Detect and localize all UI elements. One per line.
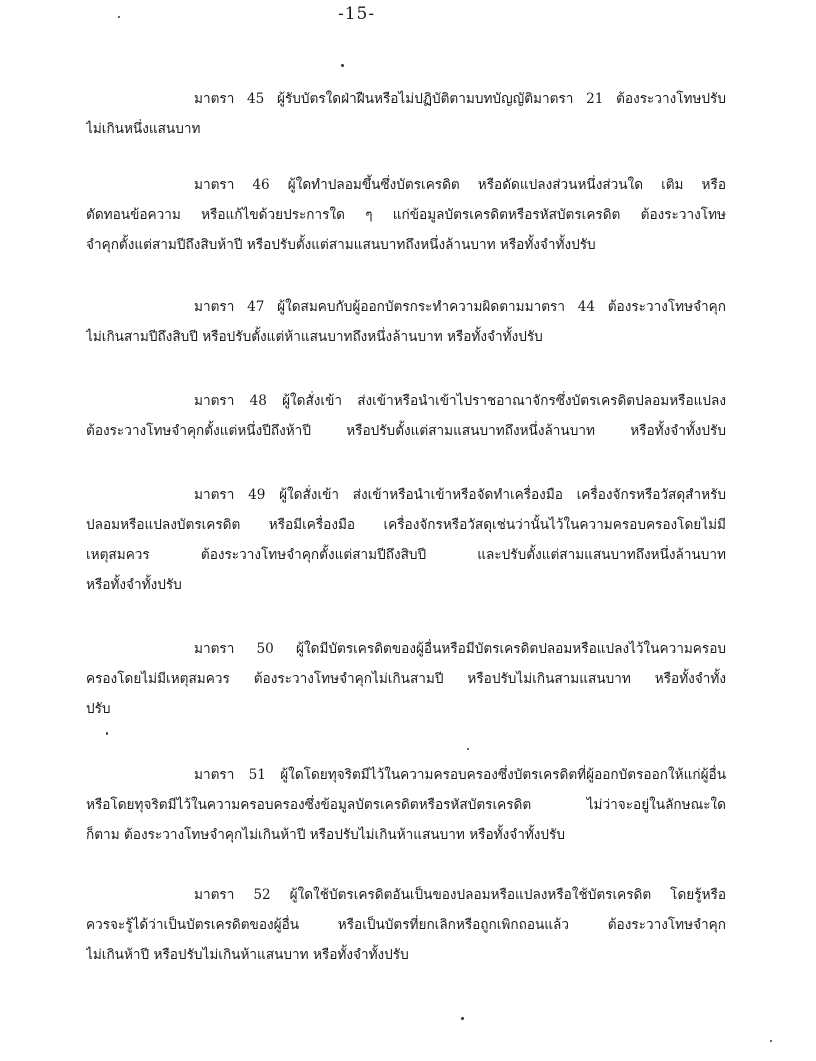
- section-line: ครองโดยไม่มีเหตุสมควร ต้องระวางโทษจำคุกไม่เกินสามปี หรือปรับไม่เกินสามแสนบาท หรือทั้งจำทั้ง: [86, 671, 726, 687]
- scan-speck: [467, 748, 469, 750]
- section-50: [86, 634, 726, 724]
- page-number: -15-: [338, 4, 376, 24]
- section-line: หรือทั้งจำทั้งปรับ: [86, 577, 182, 593]
- section-line: ไม่เกินหนึ่งแสนบาท: [86, 121, 201, 137]
- section-line: มาตรา 50 ผู้ใดมีบัตรเครดิตของผู้อื่นหรือมีบัตรเครดิตปลอมหรือแปลงไว้ในความครอบ: [194, 641, 726, 657]
- section-line: เหตุสมควร ต้องระวางโทษจำคุกตั้งแต่สามปีถึงสิบปี และปรับตั้งแต่สามแสนบาทถึงหนึ่งล้านบาท: [86, 547, 726, 563]
- scan-speck: [341, 64, 344, 67]
- scan-speck: [770, 1040, 772, 1042]
- section-line: ปลอมหรือแปลงบัตรเครดิต หรือมีเครื่องมือ เครื่องจักรหรือวัสดุเช่นว่านั้นไว้ในความครอบครองโดยไม่มี: [86, 517, 726, 533]
- section-line: มาตรา 46 ผู้ใดทำปลอมขึ้นซึ่งบัตรเครดิต หรือดัดแปลงส่วนหนึ่งส่วนใด เติม หรือ: [194, 177, 726, 193]
- section-49: [86, 480, 726, 600]
- section-line: ปรับ: [86, 701, 111, 717]
- section-line: มาตรา 52 ผู้ใดใช้บัตรเครดิตอันเป็นของปลอมหรือแปลงหรือใช้บัตรเครดิต โดยรู้หรือ: [194, 887, 726, 903]
- section-line: มาตรา 45 ผู้รับบัตรใดฝ่าฝืนหรือไม่ปฏิบัติตามบทบัญญัติมาตรา 21 ต้องระวางโทษปรับ: [194, 91, 726, 107]
- section-line: ก็ตาม ต้องระวางโทษจำคุกไม่เกินห้าปี หรือปรับไม่เกินห้าแสนบาท หรือทั้งจำทั้งปรับ: [86, 827, 565, 843]
- section-47: [86, 292, 726, 352]
- scan-speck: [118, 16, 120, 18]
- section-line: มาตรา 51 ผู้ใดโดยทุจริตมีไว้ในความครอบครองซึ่งบัตรเครดิตที่ผู้ออกบัตรออกให้แก่ผู้อื่น: [194, 767, 726, 783]
- section-line: มาตรา 49 ผู้ใดสั่งเข้า ส่งเข้าหรือนำเข้าหรือจัดทำเครื่องมือ เครื่องจักรหรือวัสดุสำหรับ: [194, 487, 726, 503]
- section-line: ตัดทอนข้อความ หรือแก้ไขด้วยประการใด ๆ แก่ข้อมูลบัตรเครดิตหรือรหัสบัตรเครดิต ต้องระวางโทษ: [86, 207, 726, 223]
- section-line: ไม่เกินห้าปี หรือปรับไม่เกินห้าแสนบาท หรือทั้งจำทั้งปรับ: [86, 947, 409, 963]
- section-45: [86, 84, 726, 144]
- section-line: มาตรา 48 ผู้ใดสั่งเข้า ส่งเข้าหรือนำเข้าไปราชอาณาจักรซึ่งบัตรเครดิตปลอมหรือแปลง: [194, 393, 726, 409]
- section-48: [86, 386, 726, 446]
- section-line: ควรจะรู้ได้ว่าเป็นบัตรเครดิตของผู้อื่น หรือเป็นบัตรที่ยกเลิกหรือถูกเพิกถอนแล้ว ต้องระวางโทษจำคุก: [86, 917, 726, 933]
- section-line: จำคุกตั้งแต่สามปีถึงสิบห้าปี หรือปรับตั้งแต่สามแสนบาทถึงหนึ่งล้านบาท หรือทั้งจำทั้งปรับ: [86, 237, 596, 253]
- section-51: [86, 760, 726, 850]
- scan-speck: [106, 732, 108, 735]
- section-line: ต้องระวางโทษจำคุกตั้งแต่หนึ่งปีถึงห้าปี หรือปรับตั้งแต่สามแสนบาทถึงหนึ่งล้านบาท หรือทั้งจำทั้งปรับ: [86, 423, 726, 439]
- section-line: ไม่เกินสามปีถึงสิบปี หรือปรับตั้งแต่ห้าแสนบาทถึงหนึ่งล้านบาท หรือทั้งจำทั้งปรับ: [86, 329, 543, 345]
- scan-speck: [461, 1017, 464, 1020]
- section-line: มาตรา 47 ผู้ใดสมคบกับผู้ออกบัตรกระทำความผิดตามมาตรา 44 ต้องระวางโทษจำคุก: [194, 299, 726, 315]
- section-line: หรือโดยทุจริตมีไว้ในความครอบครองซึ่งข้อมูลบัตรเครดิตหรือรหัสบัตรเครดิต ไม่ว่าจะอยู่ในลักษณะใด: [86, 797, 726, 813]
- section-46: [86, 170, 726, 260]
- section-52: [86, 880, 726, 970]
